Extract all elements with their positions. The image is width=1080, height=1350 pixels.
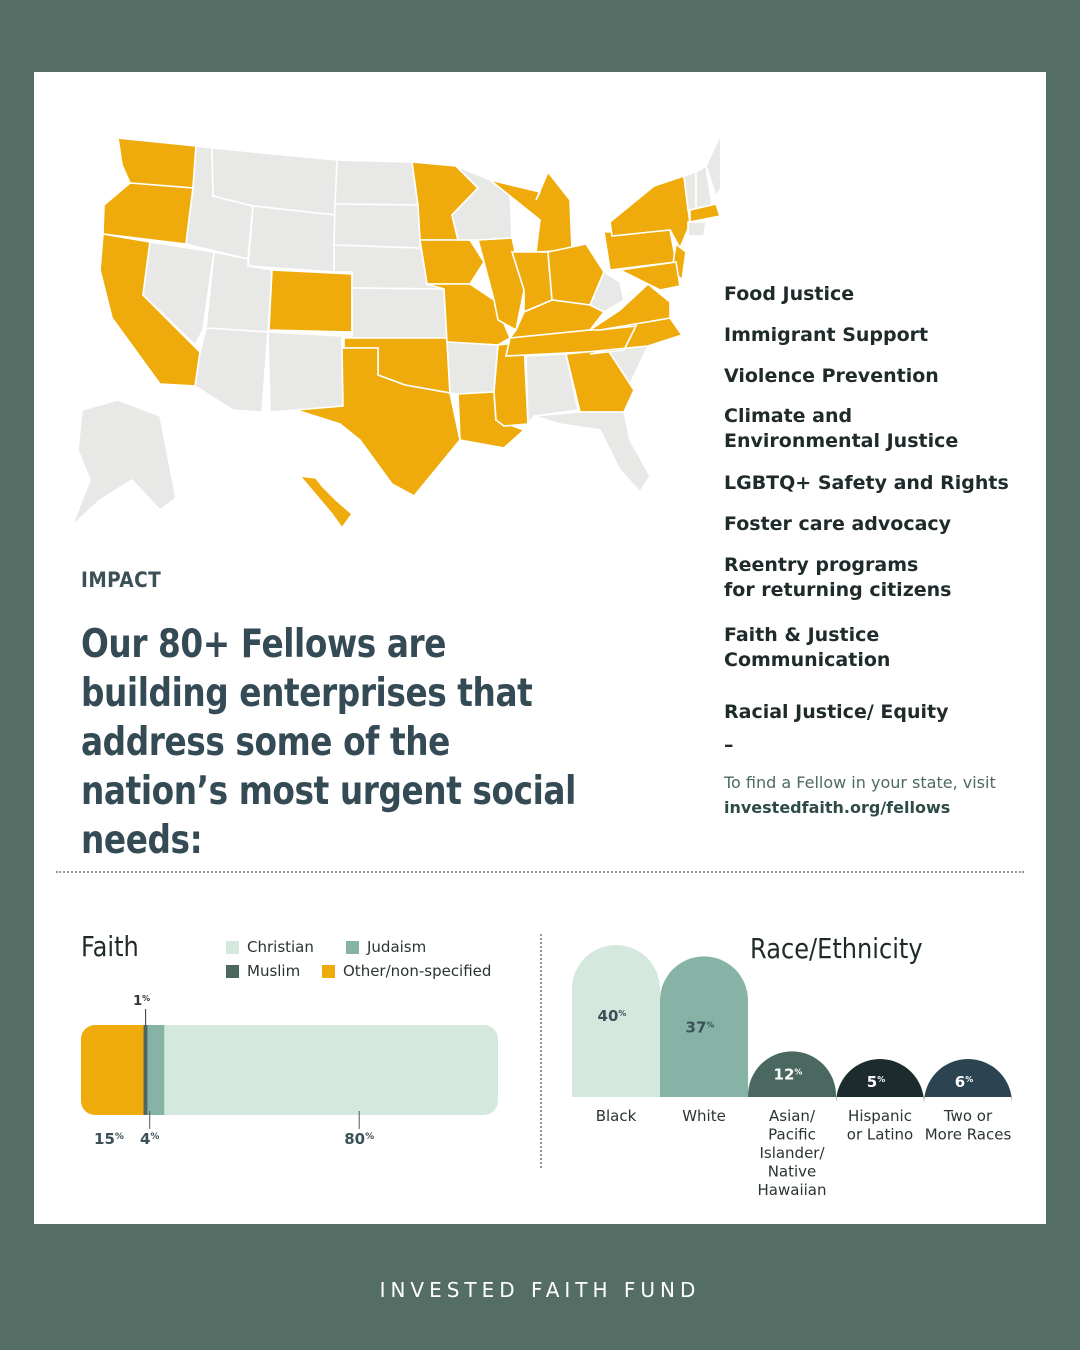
legend-item-other: [322, 962, 491, 980]
legend-item-muslim: [226, 962, 300, 980]
faith-chart-title: Faith: [81, 930, 139, 963]
race-category-label: Hispanic: [848, 1107, 912, 1125]
race-category-label: Pacific: [768, 1125, 816, 1144]
faith-data-label: 80%: [344, 1130, 375, 1148]
section-label-impact: IMPACT: [81, 568, 162, 592]
legend-label: Christian: [247, 938, 314, 956]
fellow-finder-note: [724, 770, 996, 820]
horizontal-divider: [56, 871, 1024, 873]
state-ct: [688, 222, 706, 236]
faith-data-label: 1%: [133, 994, 151, 1009]
state-hi: [300, 476, 352, 528]
state-co: [269, 270, 352, 332]
faith-stacked-bar-chart: [60, 985, 520, 1165]
state-fl: [534, 412, 650, 492]
legend-swatch: [226, 965, 239, 978]
state-nd: [335, 160, 418, 205]
legend-swatch: [346, 941, 359, 954]
issue-item: Reentry programs for returning citizens: [724, 554, 952, 601]
state-sd: [334, 204, 420, 248]
issue-item: Climate and Environmental Justice: [724, 405, 959, 452]
footer-brand: INVESTED FAITH FUND: [379, 1278, 701, 1302]
legend-label: Judaism: [367, 938, 427, 956]
race-data-label: 37%: [685, 1018, 715, 1037]
race-data-label: 12%: [773, 1065, 803, 1084]
visit-text: To find a Fellow in your state, visit: [724, 773, 996, 792]
faith-bar-segment: [81, 1025, 144, 1115]
issue-item: LGBTQ+ Safety and Rights: [724, 472, 1009, 494]
race-category-label: White: [682, 1107, 726, 1125]
state-wy: [248, 206, 335, 272]
us-fellows-map: [60, 118, 720, 538]
state-wa: [118, 138, 196, 188]
race-data-label: 40%: [597, 1007, 627, 1025]
legend-item-judaism: [346, 938, 426, 956]
state-ia: [420, 240, 484, 284]
state-az: [195, 328, 268, 412]
race-category-label: Hawaiian: [757, 1181, 827, 1199]
race-data-label: 6%: [954, 1073, 974, 1091]
state-ar: [447, 342, 498, 394]
state-ak: [72, 400, 176, 526]
issue-item: Racial Justice/ Equity: [724, 701, 949, 723]
faith-bar-segment: [144, 1025, 148, 1115]
race-data-label: 5%: [866, 1073, 886, 1091]
vertical-divider: [540, 934, 542, 1168]
issue-item: Immigrant Support: [724, 324, 929, 346]
faith-data-label: 4%: [139, 1130, 160, 1148]
faith-bar-segment: [164, 1025, 498, 1115]
legend-label: Other/non-specified: [343, 962, 492, 980]
race-category-label: Asian/: [769, 1107, 815, 1125]
state-or: [103, 183, 193, 244]
faith-bar-segment: [148, 1025, 165, 1115]
race-category-label: More Races: [924, 1125, 1012, 1144]
headline: Our 80+ Fellows are building enterprises that address some of the nation’s most urgent social needs:: [81, 622, 576, 863]
state-nm: [268, 332, 343, 412]
race-category-label: Native: [767, 1162, 817, 1181]
issue-item: Foster care advocacy: [724, 513, 952, 535]
faith-data-label: 15%: [94, 1130, 124, 1148]
issue-item: Violence Prevention: [724, 365, 939, 387]
issue-item: Faith & Justice Communication: [724, 624, 891, 671]
race-category-label: Islander/: [759, 1144, 825, 1162]
issue-list-dash: –: [724, 734, 734, 756]
legend-label: Muslim: [247, 962, 301, 980]
race-category-label: Black: [595, 1107, 637, 1125]
legend-swatch: [322, 965, 335, 978]
legend-item-christian: [226, 938, 314, 956]
issue-item: Food Justice: [724, 283, 855, 305]
race-ethnicity-bar-chart: [560, 940, 1030, 1210]
fellows-link[interactable]: investedfaith.org/fellows: [724, 798, 951, 817]
legend-swatch: [226, 941, 239, 954]
race-category-label: Two or: [943, 1107, 993, 1125]
state-ks: [352, 288, 447, 338]
race-chart-title: Race/Ethnicity: [750, 932, 923, 965]
race-category-label: or Latino: [846, 1125, 914, 1144]
